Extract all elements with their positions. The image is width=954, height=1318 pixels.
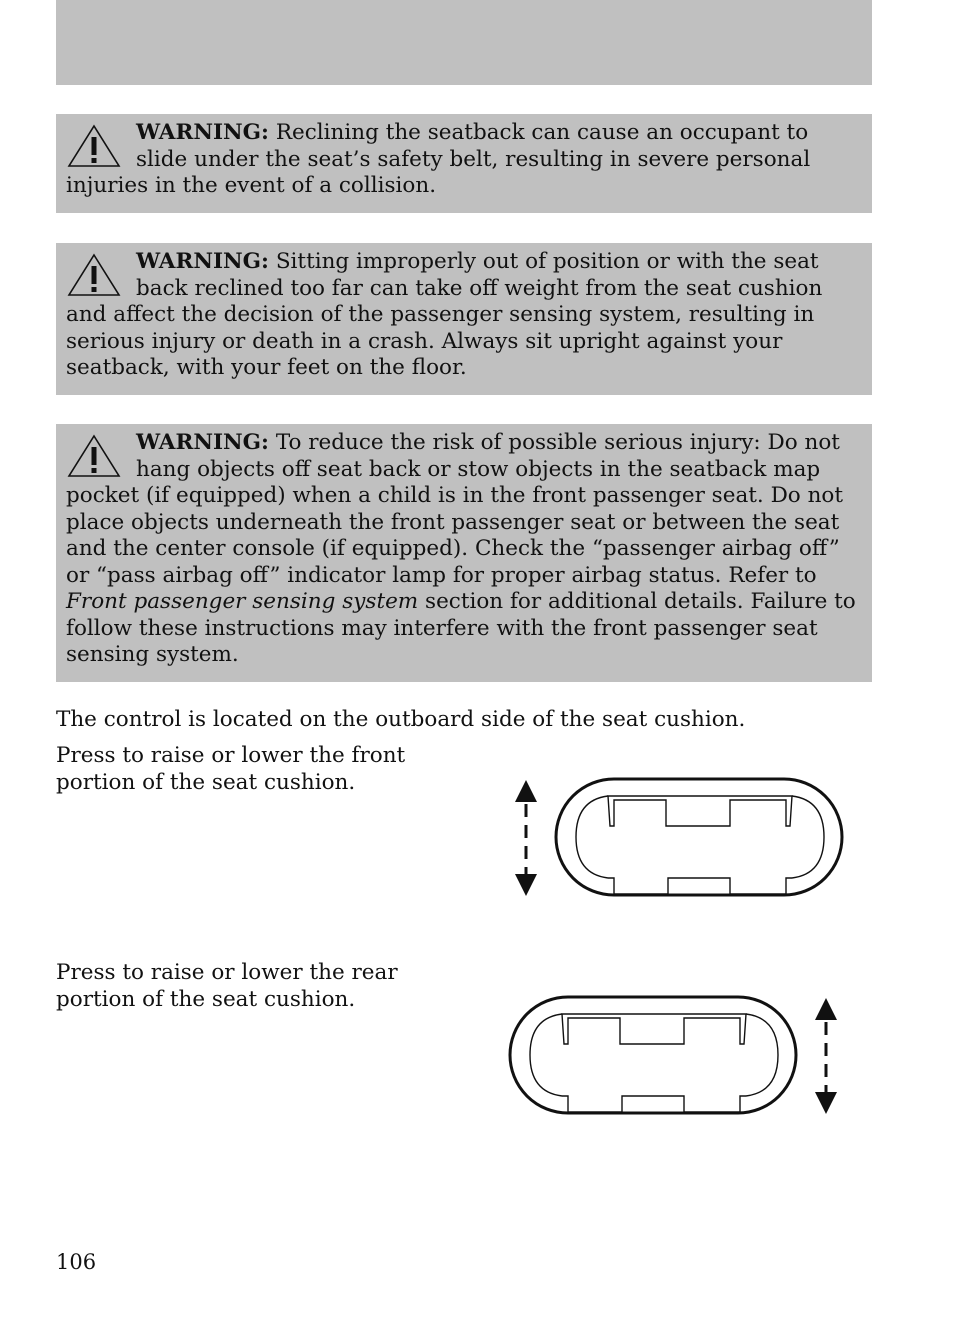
warning-label: WARNING:: [136, 430, 269, 455]
warning-text: To reduce the risk of possible serious injury: Do not hang objects off seat back or stow objects in the seatback map pocket (if equipped) when a child is in the front passenger seat. Do not place objects underneath the front passenger seat or between the seat and the center console (if equipped). Check the “passenger airbag off” or “pass airbag off” indicator lamp for proper airbag status. Refer to: [66, 430, 844, 588]
warning-label: WARNING:: [136, 120, 269, 145]
warning-triangle-icon: [66, 123, 122, 169]
seat-control-switch: [556, 779, 842, 895]
warning-triangle-icon: [66, 433, 122, 479]
front-cushion-text: Press to raise or lower the front portion of the seat cushion.: [56, 743, 406, 795]
warning-box-2: [56, 243, 872, 395]
warning-text: Reclining the seatback can cause an occupant to slide under the seat’s safety belt, resulting in severe personal injuries in the event of a collision.: [66, 120, 811, 198]
warning-text: Sitting improperly out of position or with the seat back reclined too far can take off weight from the seat cushion and affect the decision of the passenger sensing system, resulting in serious injury or death in a crash. Always sit upright against your seatback, with your feet on the floor.: [66, 249, 823, 380]
warning-box-1: [56, 114, 872, 213]
rear-cushion-text: Press to raise or lower the rear portion of the seat cushion.: [56, 960, 398, 1012]
warning-triangle-icon: [66, 252, 122, 298]
header-band: [56, 0, 872, 85]
warning-label: WARNING:: [136, 249, 269, 274]
seat-control-switch: [510, 997, 796, 1113]
intro-text: The control is located on the outboard side of the seat cushion.: [56, 707, 746, 732]
warning-box-3: [56, 424, 872, 682]
front-cushion-control-figure: [500, 772, 850, 902]
up-down-arrow-icon: [515, 780, 537, 896]
rear-cushion-control-figure: [505, 990, 855, 1120]
warning-text-end: section for additional details. Failure to follow these instructions may interfere with the front passenger seat sensing system.: [66, 589, 856, 667]
up-down-arrow-icon: [815, 998, 837, 1114]
section-reference: Front passenger sensing system: [66, 589, 419, 614]
page-number: 106: [56, 1250, 97, 1274]
